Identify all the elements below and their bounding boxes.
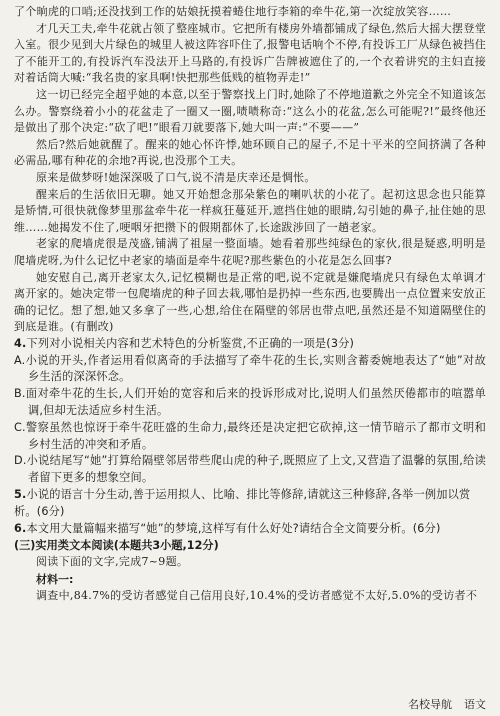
passage-paragraph: 这一切已经完全超乎她的本意,以至于警察找上门时,她除了不停地道歉之外完全不知道该怎么办。警察绕着小小的花盆走了一圈又一圈,啧啧称奇:“这么小的花盆,怎么可能呢?!”最终他还是做出了那个决定:“砍了吧!”眼看刀就要落下,她大叫一声:“不要——” — [14, 87, 486, 135]
passage-paragraph: 醒来后的生活依旧无聊。她又开始想念那朵紫色的喇叭状的小花了。起初这思念也只能算是矫情,可很快就像梦里那盆牵牛花一样疯狂蔓延开,遮挡住她的眼睛,勾引她的鼻子,扯住她的思维……她揭发不住了,哽咽牙把攒下的假期都休了,长途跋涉回了一趟老家。 — [14, 187, 486, 234]
material-text: 调查中,84.7%的受访者感觉自己信用良好,10.4%的受访者感觉不太好,5.0%的受访者不 — [36, 589, 478, 603]
question-number: 5. — [14, 488, 27, 502]
question-6 — [14, 521, 486, 538]
answer-option — [14, 420, 486, 454]
option-label: B. — [14, 387, 26, 401]
option-text: 小说的开头,作者运用看似离奇的手法描写了牵牛花的生长,实则含蓄委婉地表达了“她”对故乡生活的深深怀念。 — [25, 353, 486, 384]
question-number: 6. — [14, 521, 27, 535]
page-footer — [396, 696, 486, 712]
option-label: A. — [14, 353, 26, 367]
question-5 — [14, 487, 486, 521]
answer-option — [14, 353, 486, 387]
passage-paragraph: 原来是做梦呀!她深深吸了口气,说不清是庆幸还是惆怅。 — [36, 170, 316, 184]
answer-options — [14, 353, 486, 487]
option-text: 面对牵牛花的生长,人们开始的宽容和后来的投诉形成对比,说明人们虽然厌倦都市的喧嚣单调,但却无法适应乡村生活。 — [25, 387, 486, 418]
passage-paragraph: 才几天工夫,牵牛花就占领了整座城市。它把所有楼房外墙都铺成了绿色,然后大摇大摆登堂入室。很少见到大片绿色的城里人被这阵容吓住了,报警电话响个不停,有投诉工厂从绿色被挡住了不能开工的,有投诉汽车没法开上马路的,有投诉广告牌被遮住了的,一个衣着讲究的主妇直接对着话筒大喊:“我名贵的家具啊!快把那些低贱的植物弄走!” — [14, 21, 486, 85]
question-text: 小说的语言十分生动,善于运用拟人、比喻、排比等修辞,请就这三种修辞,各举一例加以赏析。(6分) — [14, 488, 471, 518]
passage-paragraph: 然后?然后她就醒了。醒来的她心怀许悸,她环顾自己的屋子,不足十平米的空间挤满了各种必需品,哪有种花的余地?再说,也没那个工夫。 — [14, 137, 486, 168]
option-text: 小说结尾写“她”打算给隔壁邻居带些爬山虎的种子,既照应了上文,又营造了温馨的氛围,给读者留下更多的想象空间。 — [26, 454, 486, 485]
passage-paragraph: 了个晌虎的口哨;还没找到工作的姑娘抚摸着蜷住地行李箱的牵牛花,第一次绽放笑容…… — [14, 5, 452, 18]
section-heading: (三)实用类文本阅读(本题共3小题,12分) — [14, 539, 219, 553]
footer-brand: 名校导航 — [408, 698, 452, 711]
answer-option — [14, 453, 486, 487]
story-passage — [14, 4, 486, 336]
instruction-text: 阅读下面的文字,完成7~9题。 — [36, 555, 189, 569]
question-text: 本文用大量篇幅来描写“她”的梦境,这样写有什么好处?请结合全文简要分析。(6分) — [26, 521, 441, 535]
question-number: 4. — [14, 336, 27, 350]
question-text: 下列对小说相关内容和艺术特色的分析鉴赏,不正确的一项是(3分) — [26, 336, 355, 350]
option-label: C. — [14, 420, 26, 434]
footer-subject: 语文 — [464, 698, 486, 711]
answer-option — [14, 386, 486, 420]
option-text: 警察虽然也惊讶于牵牛花旺盛的生命力,最终还是决定把它砍掉,这一情节暗示了都市文明和乡村生活的冲突和矛盾。 — [25, 420, 486, 451]
material-label: 材料一: — [36, 573, 74, 587]
passage-paragraph: 她安慰自己,离开老家太久,记忆模糊也是正常的吧,说不定就是嫌爬墙虎只有绿色太单调才离开家的。她决定带一包爬墙虎的种子回去栽,哪怕是扔掉一些东西,也要腾出一点位置来安放正确的记忆。想了想,她又多拿了一些,心想,给住在隔壁的邻居也带点吧,虽然还是不知道隔壁住的到底是谁。(有删改) — [14, 270, 486, 334]
option-label: D. — [14, 454, 27, 468]
question-4 — [14, 336, 486, 487]
passage-paragraph: 老家的爬墙虎很是茂盛,铺满了祖屋一整面墙。她看着那些纯绿色的家伙,很是疑惑,明明是爬墙虎呀,为什么记忆中老家的墙面是牵牛花呢?那些紫色的小花是怎么回事? — [14, 237, 486, 267]
